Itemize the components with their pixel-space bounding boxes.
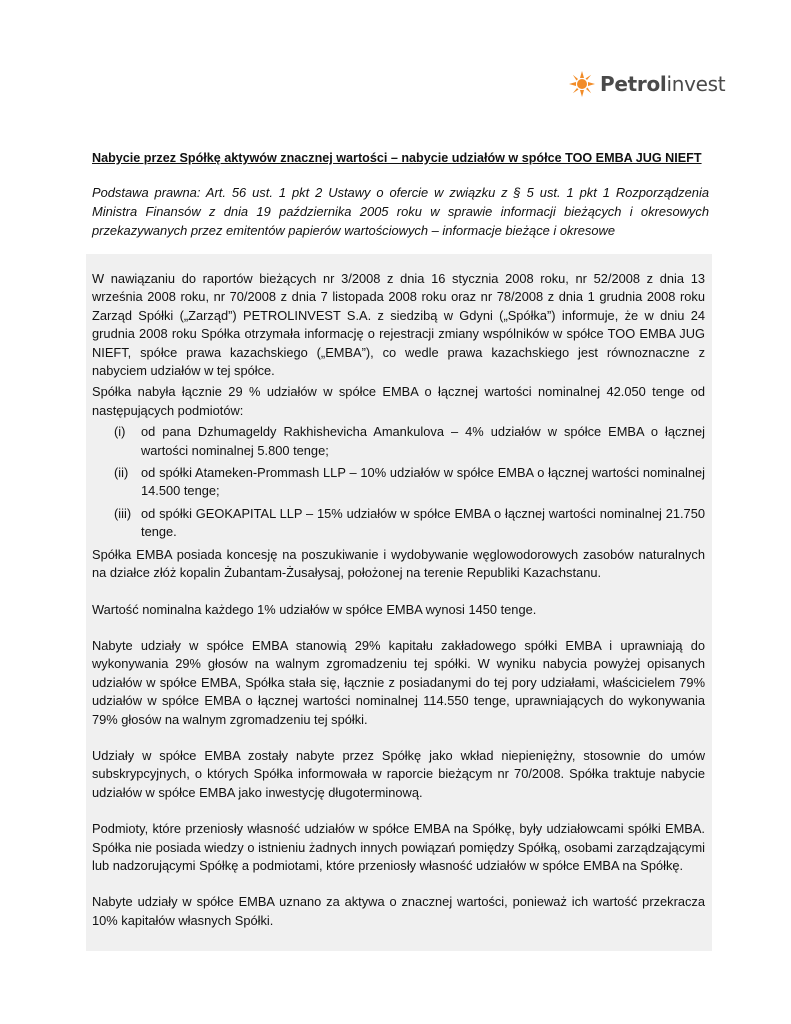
list-item-number: (i)	[114, 424, 126, 440]
document-title: Nabycie przez Spółkę aktywów znacznej wartości – nabycie udziałów w spółce TOO EMBA JUG NIEFT	[92, 151, 702, 165]
list-item	[92, 464, 705, 501]
paragraph-3: Spółka EMBA posiada koncesję na poszukiwanie i wydobywanie węglowodorowych zasobów naturalnych na działce złóż kopalin Żubantam-Żusałysaj, położonej na terenie Republiki Kazachstanu.	[92, 546, 705, 581]
paragraph-5: Nabyte udziały w spółce EMBA stanowią 29% kapitału zakładowego spółki EMBA i uprawniają do wykonywania 29% głosów na walnym zgromadzeniu tej spółki. W wyniku nabycia powyżej opisanych udziałów w spółce EMBA, Spółka stała się, łącznie z posiadanymi do tej pory udziałami, właścicielem 79% udziałów w spółce EMBA o łącznej wartości nominalnej 114.550 tenge, uprawniających do wykonywania 79% głosów na walnym zgromadzeniu tej spółki.	[92, 637, 705, 727]
petrolinvest-logo-icon	[568, 70, 596, 98]
paragraph-8: Nabyte udziały w spółce EMBA uznano za aktywa o znacznej wartości, ponieważ ich wartość przekracza 10% kapitałów własnych Spółki.	[92, 894, 705, 928]
paragraph-7: Podmioty, które przeniosły własność udziałów w spółce EMBA na Spółkę, były udziałowcami spółki EMBA. Spółka nie posiada wiedzy o istnieniu żadnych innych powiązań pomiędzy Spółką, osobami zarządzającymi lub nadzorującymi Spółkę a podmiotami, które przeniosły własność udziałów w spółce EMBA na Spółkę.	[92, 821, 705, 873]
document-body	[92, 270, 705, 930]
list-item-number: (iii)	[114, 505, 132, 521]
list-item-text: od spółki GEOKAPITAL LLP – 15% udziałów w spółce EMBA o łącznej wartości nominalnej 21.750 tenge.	[141, 505, 705, 540]
list-item-text: od spółki Atameken-Prommash LLP – 10% udziałów w spółce EMBA o łącznej wartości nominalnej 14.500 tenge;	[141, 465, 705, 499]
list-item-text: od pana Dzhumageldy Rakhishevicha Amankulova – 4% udziałów w spółce EMBA o łącznej wartości nominalnej 5.800 tenge;	[141, 424, 705, 458]
list-item	[92, 423, 705, 460]
list-item-number: (ii)	[114, 465, 129, 481]
logo-brand-light: invest	[666, 72, 726, 96]
paragraph-6: Udziały w spółce EMBA zostały nabyte przez Spółkę jako wkład niepieniężny, stosownie do umów subskrypcyjnych, o których Spółka informowała w raporcie bieżącym nr 70/2008. Spółka traktuje nabycie udziałów w spółce EMBA jako inwestycję długoterminową.	[92, 747, 705, 800]
paragraph-2: Spółka nabyła łącznie 29 % udziałów w spółce EMBA o łącznej wartości nominalnej 42.050 tenge od następujących podmiotów:	[92, 384, 705, 418]
paragraph-4: Wartość nominalna każdego 1% udziałów w spółce EMBA wynosi 1450 tenge.	[92, 601, 537, 617]
logo-wordmark	[600, 72, 725, 96]
legal-basis: Podstawa prawna: Art. 56 ust. 1 pkt 2 Ustawy o ofercie w związku z § 5 ust. 1 pkt 1 Rozporządzenia Ministra Finansów z dnia 19 października 2005 roku w sprawie informacji bieżących i okresowych przekazywanych przez emitentów papierów wartościowych – informacje bieżące i okresowe	[92, 185, 709, 238]
list-item	[92, 505, 705, 542]
paragraph-1: W nawiązaniu do raportów bieżących nr 3/2008 z dnia 16 stycznia 2008 roku, nr 52/2008 z dnia 13 września 2008 roku, nr 70/2008 z dnia 7 listopada 2008 roku oraz nr 78/2008 z dnia 1 grudnia 2008 roku Zarząd Spółki („Zarząd”) PETROLINVEST S.A. z siedzibą w Gdyni („Spółka”) informuje, że w dniu 24 grudnia 2008 roku Spółka otrzymała informację o rejestracji zmiany wspólników w spółce TOO EMBA JUG NIEFT, spółce prawa kazachskiego („EMBA”), co wedle prawa kazachskiego jest równoznaczne z nabyciem udziałów w tej spółce.	[92, 271, 705, 379]
company-logo	[568, 70, 725, 98]
logo-brand-bold: Petrol	[600, 72, 667, 96]
